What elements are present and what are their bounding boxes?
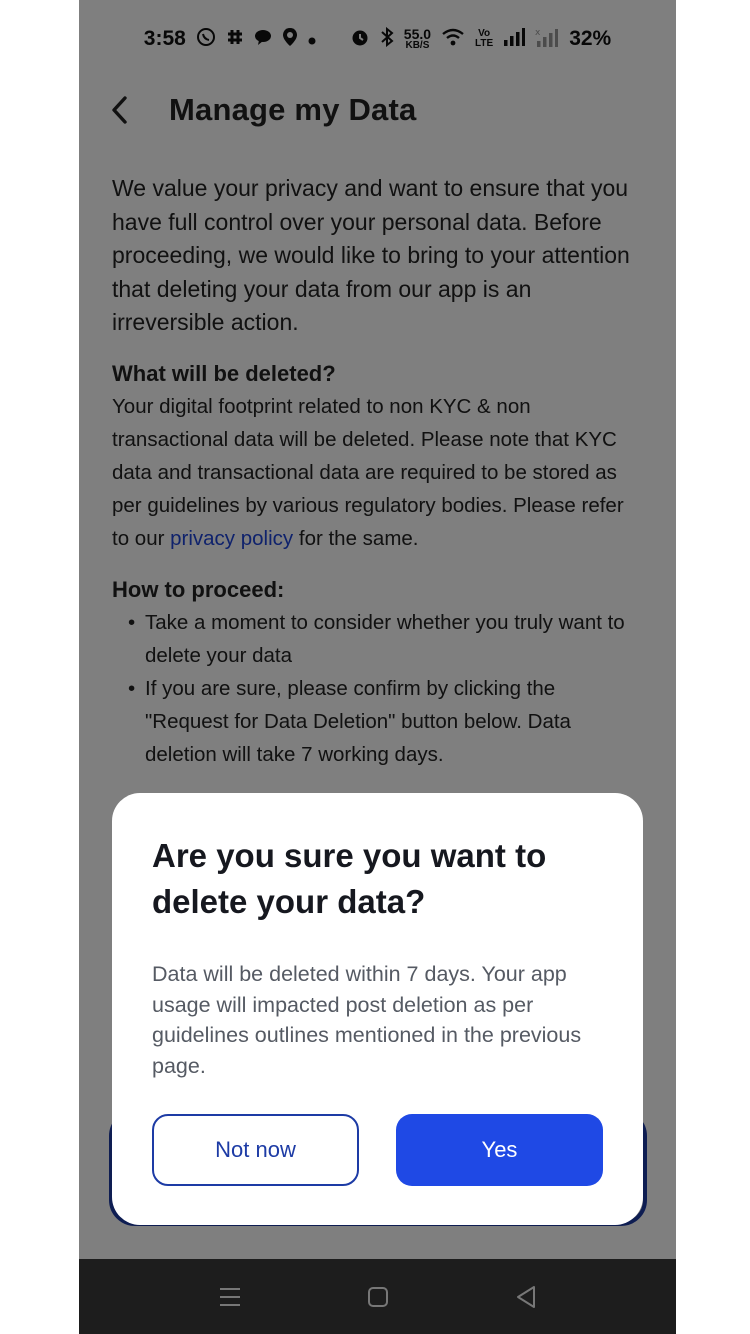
phone-screen <box>79 0 676 1334</box>
not-now-button[interactable]: Not now <box>152 1114 359 1186</box>
confirm-dialog <box>112 793 643 1225</box>
menu-icon <box>218 1286 242 1308</box>
dialog-message: Data will be deleted within 7 days. Your app usage will impacted post deletion as per guidelines outlines mentioned in the previous page. <box>152 962 582 1078</box>
back-nav-button[interactable] <box>511 1282 541 1312</box>
home-square-icon <box>367 1286 389 1308</box>
menu-nav-button[interactable] <box>215 1282 245 1312</box>
dialog-title: Are you sure you want to delete your data? <box>152 837 547 920</box>
system-nav-bar <box>79 1259 676 1334</box>
yes-button[interactable]: Yes <box>396 1114 603 1186</box>
back-triangle-icon <box>515 1285 537 1309</box>
home-nav-button[interactable] <box>363 1282 393 1312</box>
